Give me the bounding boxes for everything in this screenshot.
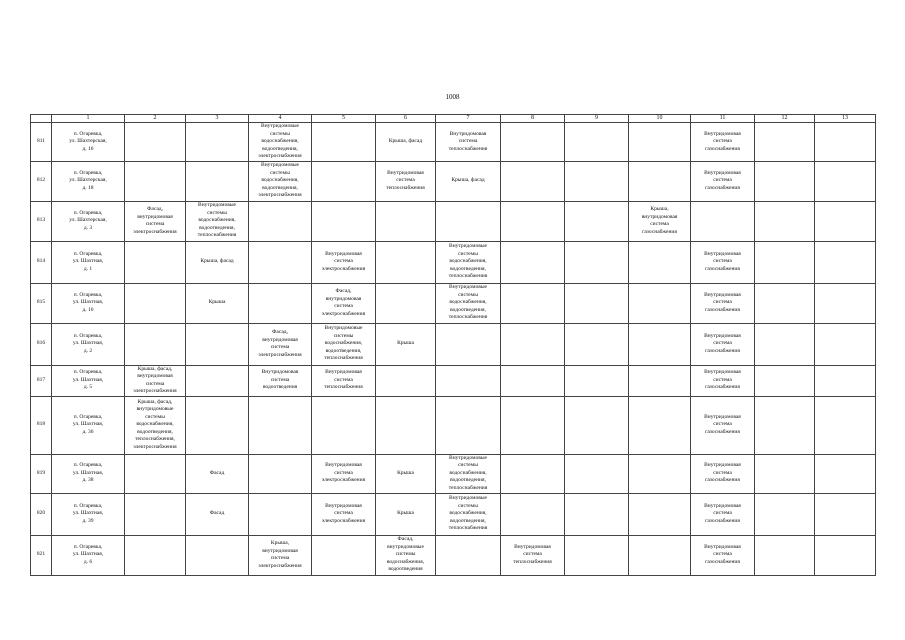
column-header: 1: [52, 115, 125, 123]
table-cell: [815, 283, 876, 323]
column-header: 13: [815, 115, 876, 123]
address-cell: п. Огаревка, ул. Шахтная, д. 6: [52, 535, 125, 575]
table-cell: Фасад, внутридомовая система электроснабжения: [125, 201, 186, 241]
table-cell: [501, 201, 565, 241]
table-cell: [691, 201, 755, 241]
table-cell: [186, 365, 249, 396]
table-cell: Крыша, фасад, внутридомовая система электроснабжения: [125, 365, 186, 396]
table-cell: [436, 201, 501, 241]
table-cell: Внутридомовая система электроснабжения: [312, 493, 376, 535]
table-cell: [629, 241, 691, 283]
column-header: 12: [755, 115, 815, 123]
address-cell: п. Огаревка, ул. Шахтная, д. 39: [52, 493, 125, 535]
table-row: [31, 123, 876, 162]
table-cell: [501, 241, 565, 283]
table-cell: [815, 493, 876, 535]
table-cell: [312, 535, 376, 575]
table-cell: Внутридомовые системы водоснабжения, водоотведения, теплоснабжения: [436, 493, 501, 535]
table-cell: [501, 123, 565, 162]
row-number-cell: 813: [31, 201, 52, 241]
table-cell: Внутридомовая система газоснабжения: [691, 241, 755, 283]
table-cell: [629, 454, 691, 493]
table-cell: Крыша: [376, 493, 436, 535]
table-cell: [565, 535, 629, 575]
table-cell: Фасад, внутридомовая система электроснабжения: [249, 323, 312, 365]
table-cell: [629, 396, 691, 454]
table-cell: [565, 493, 629, 535]
table-cell: Внутридомовая система электроснабжения: [312, 241, 376, 283]
table-cell: Фасад, внутридомовая система электроснабжения: [312, 283, 376, 323]
table-row: [31, 323, 876, 365]
table-cell: [312, 123, 376, 162]
table-cell: Внутридомовая система теплоснабжения: [436, 123, 501, 162]
table-cell: [629, 365, 691, 396]
table-cell: Внутридомовая система водоотведения: [249, 365, 312, 396]
table-cell: [755, 323, 815, 365]
table-cell: [565, 396, 629, 454]
table-cell: [815, 454, 876, 493]
table-cell: [312, 396, 376, 454]
table-cell: [125, 535, 186, 575]
table-cell: [249, 396, 312, 454]
table-cell: [186, 161, 249, 201]
table-cell: [565, 123, 629, 162]
row-number-cell: 816: [31, 323, 52, 365]
row-number-cell: 819: [31, 454, 52, 493]
table-cell: Внутридомовые системы водоснабжения, водоотведения, теплоснабжения: [436, 241, 501, 283]
table-cell: Внутридомовая система теплоснабжения: [376, 161, 436, 201]
table-cell: Внутридомовая система газоснабжения: [691, 535, 755, 575]
column-header: [31, 115, 52, 123]
table-row: [31, 396, 876, 454]
column-header: 7: [436, 115, 501, 123]
table-row: [31, 241, 876, 283]
column-header: 5: [312, 115, 376, 123]
table-row: [31, 535, 876, 575]
table-cell: [629, 493, 691, 535]
address-cell: п. Огаревка, ул. Шахтная, д. 36: [52, 396, 125, 454]
table-cell: [815, 535, 876, 575]
table-cell: [629, 323, 691, 365]
table-cell: [755, 535, 815, 575]
row-number-cell: 811: [31, 123, 52, 162]
table-cell: Внутридомовая система газоснабжения: [691, 396, 755, 454]
table-cell: Крыша, фасад: [186, 241, 249, 283]
table-cell: Внутридомовые системы водоснабжения, водоотведения, электроснабжения: [249, 161, 312, 201]
row-number-cell: 812: [31, 161, 52, 201]
table-cell: [565, 241, 629, 283]
table-cell: Фасад: [186, 493, 249, 535]
address-cell: п. Огаревка, ул. Шахтная, д. 38: [52, 454, 125, 493]
table-cell: [565, 454, 629, 493]
table-cell: Внутридомовая система газоснабжения: [691, 454, 755, 493]
address-cell: п. Огаревка, ул. Шахтерская, д. 3: [52, 201, 125, 241]
table-cell: [755, 201, 815, 241]
column-header: 9: [565, 115, 629, 123]
row-number-cell: 820: [31, 493, 52, 535]
table-cell: [436, 323, 501, 365]
table-cell: [565, 201, 629, 241]
table-cell: [565, 283, 629, 323]
table-cell: Фасад: [186, 454, 249, 493]
address-cell: п. Огаревка, ул. Шахтная, д. 1: [52, 241, 125, 283]
page-number: 1008: [445, 93, 460, 101]
table-cell: [376, 365, 436, 396]
table-cell: [815, 396, 876, 454]
table-cell: [376, 201, 436, 241]
table-cell: Крыша, внутридомовая система газоснабжения: [629, 201, 691, 241]
table-cell: [755, 123, 815, 162]
table-cell: [501, 493, 565, 535]
address-cell: п. Огаревка, ул. Шахтная, д. 2: [52, 323, 125, 365]
table-cell: Крыша: [376, 454, 436, 493]
table-cell: Крыша, фасад, внутридомовые системы водоснабжения, водоотведения, теплоснабжения, электроснабжения: [125, 396, 186, 454]
table-cell: [249, 493, 312, 535]
table-cell: Внутридомовая система теплоснабжения: [501, 535, 565, 575]
table-cell: [436, 535, 501, 575]
table-cell: [755, 493, 815, 535]
column-header: 3: [186, 115, 249, 123]
table-cell: [629, 123, 691, 162]
table-cell: [186, 535, 249, 575]
table-cell: [755, 241, 815, 283]
table-cell: [376, 241, 436, 283]
row-number-cell: 821: [31, 535, 52, 575]
table-cell: [125, 123, 186, 162]
table-cell: [815, 323, 876, 365]
table-body: [31, 123, 876, 576]
table-cell: [815, 365, 876, 396]
table-cell: Фасад, внутридомовые системы водоснабжения, водоотведения: [376, 535, 436, 575]
table-cell: [629, 283, 691, 323]
table-cell: [436, 365, 501, 396]
table-cell: [755, 283, 815, 323]
table-cell: Внутридомовая система теплоснабжения: [312, 365, 376, 396]
table-cell: [565, 323, 629, 365]
row-number-cell: 815: [31, 283, 52, 323]
table-cell: [501, 283, 565, 323]
table-cell: [376, 283, 436, 323]
table-cell: [755, 454, 815, 493]
table-cell: Внутридомовые системы водоснабжения, водоотведения, теплоснабжения: [436, 454, 501, 493]
table-cell: [501, 323, 565, 365]
table-cell: [629, 161, 691, 201]
table-cell: [565, 365, 629, 396]
table-cell: Внутридомовая система газоснабжения: [691, 493, 755, 535]
table-cell: [755, 396, 815, 454]
table-cell: [501, 454, 565, 493]
address-cell: п. Огаревка, ул. Шахтерская, д. 16: [52, 123, 125, 162]
table-cell: [249, 283, 312, 323]
table-cell: Крыша, фасад: [376, 123, 436, 162]
housing-repair-schedule-table: [30, 114, 876, 576]
table-cell: [501, 161, 565, 201]
table-cell: Внутридомовые системы водоснабжения, водоотведения, электроснабжения: [249, 123, 312, 162]
address-cell: п. Огаревка, ул. Шахтерская, д. 18: [52, 161, 125, 201]
table-cell: Внутридомовые системы водоснабжения, водоотведения, теплоснабжения: [312, 323, 376, 365]
row-number-cell: 818: [31, 396, 52, 454]
table-cell: [815, 123, 876, 162]
table-cell: Внутридомовая система электроснабжения: [312, 454, 376, 493]
table-cell: [436, 396, 501, 454]
table-cell: Внутридомовые системы водоснабжения, водоотведения, теплоснабжения: [436, 283, 501, 323]
table-cell: [755, 161, 815, 201]
table-cell: [755, 365, 815, 396]
table-cell: [501, 396, 565, 454]
table-cell: [125, 454, 186, 493]
column-header: 11: [691, 115, 755, 123]
table-cell: [312, 161, 376, 201]
table-cell: Крыша: [376, 323, 436, 365]
column-header: 6: [376, 115, 436, 123]
table-row: [31, 365, 876, 396]
table-cell: [501, 365, 565, 396]
table-cell: [125, 241, 186, 283]
table-cell: Крыша: [186, 283, 249, 323]
table-cell: Внутридомовая система газоснабжения: [691, 161, 755, 201]
table-cell: Внутридомовая система газоснабжения: [691, 283, 755, 323]
table-row: [31, 283, 876, 323]
table-cell: [815, 201, 876, 241]
table-cell: [249, 454, 312, 493]
table-cell: Внутридомовые системы водоснабжения, водоотведения, теплоснабжения: [186, 201, 249, 241]
table-cell: [815, 161, 876, 201]
table-cell: [186, 396, 249, 454]
column-header: 10: [629, 115, 691, 123]
table-cell: [249, 241, 312, 283]
table-cell: Крыша, внутридомовая система электроснабжения: [249, 535, 312, 575]
table-cell: [376, 396, 436, 454]
table-cell: [249, 201, 312, 241]
table-cell: Внутридомовая система газоснабжения: [691, 365, 755, 396]
table-cell: [815, 241, 876, 283]
row-number-cell: 814: [31, 241, 52, 283]
row-number-cell: 817: [31, 365, 52, 396]
table-cell: [312, 201, 376, 241]
table-row: [31, 454, 876, 493]
table-row: [31, 161, 876, 201]
table-row: [31, 201, 876, 241]
table-cell: [629, 535, 691, 575]
column-number-header-row: [31, 115, 876, 123]
address-cell: п. Огаревка, ул. Шахтная, д. 5: [52, 365, 125, 396]
table-cell: [125, 323, 186, 365]
column-header: 4: [249, 115, 312, 123]
column-header: 8: [501, 115, 565, 123]
table-row: [31, 493, 876, 535]
table-cell: [125, 161, 186, 201]
column-header: 2: [125, 115, 186, 123]
table-cell: [125, 493, 186, 535]
table-cell: [186, 323, 249, 365]
table-cell: Крыша, фасад: [436, 161, 501, 201]
table-cell: [565, 161, 629, 201]
table-cell: [125, 283, 186, 323]
table-cell: [186, 123, 249, 162]
address-cell: п. Огаревка, ул. Шахтная, д. 10: [52, 283, 125, 323]
table-cell: Внутридомовая система газоснабжения: [691, 323, 755, 365]
table-cell: Внутридомовая система газоснабжения: [691, 123, 755, 162]
